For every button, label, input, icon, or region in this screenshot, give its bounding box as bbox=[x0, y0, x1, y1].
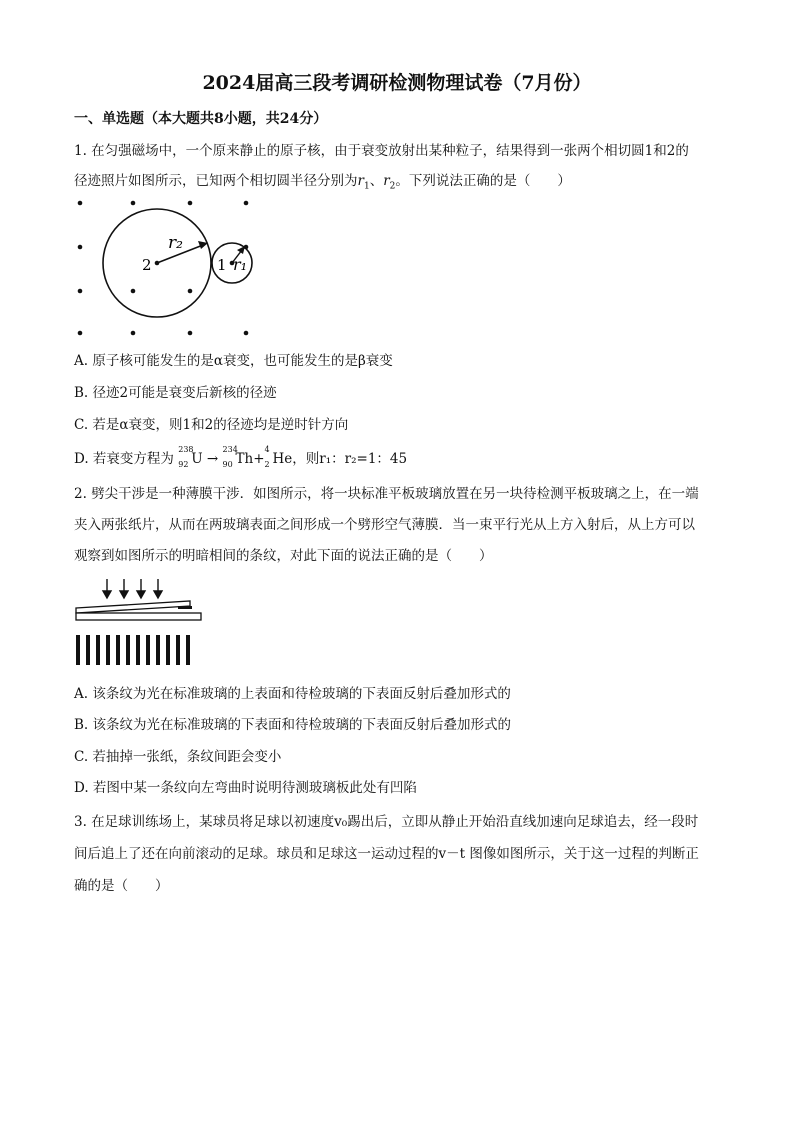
field-dot bbox=[131, 331, 136, 336]
u-z: 92 bbox=[178, 460, 189, 469]
section-heading: 一、单选题（本大题共8小题，共24分） bbox=[74, 111, 328, 127]
label-2: 2 bbox=[142, 256, 152, 274]
q3-text-line2: 间后追上了还在向前滚动的足球。球员和足球这一运动过程的v－t 图像如图所示，关于这一过程的判断正 bbox=[74, 846, 699, 862]
label-1: 1 bbox=[217, 256, 227, 274]
q2-figure bbox=[72, 575, 207, 670]
q1-figure bbox=[70, 195, 270, 340]
field-dot bbox=[78, 331, 83, 336]
radius-r1-arrowhead bbox=[237, 246, 245, 254]
q2-text-line2: 夹入两张纸片，从而在两玻璃表面之间形成一个劈形空气薄膜．当一束平行光从上方入射后，从上方可以 bbox=[74, 517, 695, 533]
field-dot bbox=[78, 201, 83, 206]
field-dot bbox=[188, 201, 193, 206]
field-dot bbox=[244, 331, 249, 336]
interference-fringes bbox=[76, 635, 190, 665]
he-symbol: He bbox=[272, 451, 293, 467]
q2-text-line1: 2. 劈尖干涉是一种薄膜干涉．如图所示，将一块标准平板玻璃放置在另一块待检测平板玻璃之上，在一端 bbox=[74, 486, 699, 502]
q1-option-a[interactable]: A. 原子核可能发生的是α衰变，也可能发生的是β衰变 bbox=[74, 353, 393, 369]
field-dot bbox=[131, 201, 136, 206]
q2-option-b[interactable]: B. 该条纹为光在标准玻璃的下表面和待检玻璃的下表面反射后叠加形式的 bbox=[74, 717, 512, 733]
field-dot bbox=[131, 289, 136, 294]
q3-text-line1: 3. 在足球训练场上，某球员将足球以初速度v₀踢出后，立即从静止开始沿直线加速向足球追去，经一段时 bbox=[74, 814, 699, 830]
q2-option-c[interactable]: C. 若抽掉一张纸，条纹间距会变小 bbox=[74, 749, 282, 765]
q1-option-c[interactable]: C. 若是α衰变，则1和2的径迹均是逆时针方向 bbox=[74, 417, 349, 433]
nuclide-he bbox=[264, 445, 293, 469]
he-z: 2 bbox=[264, 460, 270, 469]
q1-option-d-suffix: ，则r₁：r₂=1：45 bbox=[292, 451, 408, 467]
q1-text-line2-b: 。下列说法正确的是（ ） bbox=[395, 173, 571, 189]
nuclide-u bbox=[178, 445, 219, 469]
q1-option-d-prefix: D. 若衰变方程为 bbox=[74, 451, 174, 467]
standard-glass-plate bbox=[76, 601, 190, 613]
paper-shim bbox=[178, 606, 192, 609]
page-title: 2024届高三段考调研检测物理试卷（7月份） bbox=[202, 72, 592, 94]
u-symbol: U → bbox=[191, 451, 219, 467]
q1-option-d[interactable] bbox=[74, 447, 407, 467]
q3-text-line3: 确的是（ ） bbox=[74, 878, 169, 894]
th-symbol: Th+ bbox=[235, 451, 265, 467]
q2-option-a[interactable]: A. 该条纹为光在标准玻璃的上表面和待检玻璃的下表面反射后叠加形式的 bbox=[74, 686, 511, 702]
label-r2: r₂ bbox=[168, 233, 183, 253]
field-dot bbox=[188, 331, 193, 336]
q1-sep: 、 bbox=[369, 173, 384, 189]
th-z: 90 bbox=[222, 460, 233, 469]
test-glass-plate bbox=[76, 613, 201, 620]
nuclide-th bbox=[222, 445, 265, 469]
q2-text-line3: 观察到如图所示的明暗相间的条纹，对此下面的说法正确的是（ ） bbox=[74, 548, 493, 564]
label-r1: r₁ bbox=[233, 255, 248, 274]
q1-option-b[interactable]: B. 径迹2可能是衰变后新核的径迹 bbox=[74, 385, 277, 401]
field-dot bbox=[244, 201, 249, 206]
field-dot bbox=[78, 289, 83, 294]
q1-text-line1: 1. 在匀强磁场中，一个原来静止的原子核，由于衰变放射出某种粒子，结果得到一张两个相切圆1和2的 bbox=[74, 143, 689, 159]
he-mass: 4 bbox=[264, 445, 270, 454]
field-dot bbox=[78, 245, 83, 250]
field-dot bbox=[188, 289, 193, 294]
q1-r2-symbol: r bbox=[383, 173, 390, 189]
q1-text-line2-a: 径迹照片如图所示，已知两个相切圆半径分别为 bbox=[74, 173, 358, 189]
q1-r1-symbol: r bbox=[357, 173, 364, 189]
u-mass: 238 bbox=[178, 445, 194, 454]
q2-option-d[interactable]: D. 若图中某一条纹向左弯曲时说明待测玻璃板此处有凹陷 bbox=[74, 780, 417, 796]
q1-text-line2: 径迹照片如图所示，已知两个相切圆半径分别为$r_1$、$r_2$。下列说法正确的是（ ） bbox=[74, 173, 571, 192]
th-mass: 234 bbox=[222, 445, 238, 454]
